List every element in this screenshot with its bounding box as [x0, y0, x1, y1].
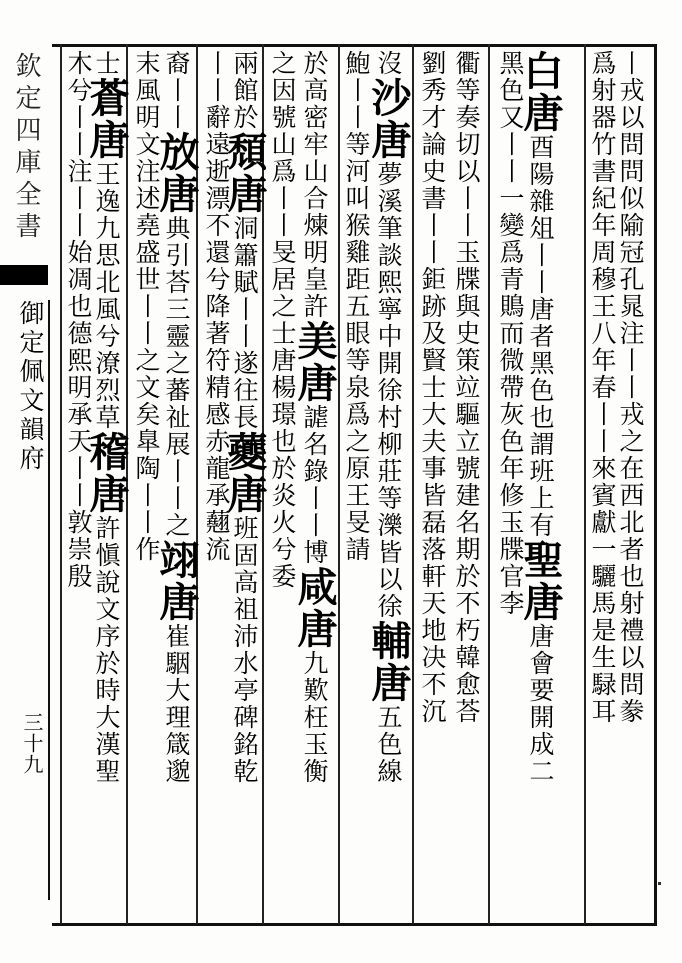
- entry-text: 明文注述堯盛世丨丨之文: [132, 104, 161, 401]
- entry-text: 裔丨丨: [162, 50, 191, 131]
- entry-text: 洞簫賦丨丨遂往長: [230, 215, 259, 431]
- entry-text: 丨戎以問問似隃冠孔晁注丨丨戎之在西北者也射禮以問豢: [616, 50, 645, 725]
- entry-text: 酉陽雜俎丨丨唐者黑色也謂班上有: [526, 134, 555, 539]
- entry-text: 班固高祖沛水亭碑銘乾: [230, 515, 259, 785]
- text-column-9: [291, 50, 338, 918]
- margin-fishtail-mark: [0, 265, 48, 285]
- entry-text: 於炎火兮委: [268, 455, 297, 590]
- entry-headword: 白唐: [517, 50, 564, 134]
- frame-top-border: [52, 44, 656, 47]
- entry-text: 兩館於: [230, 50, 259, 131]
- text-column-16: [60, 50, 96, 918]
- entry-text: 王逸九思北風兮潦烈草: [92, 161, 121, 431]
- entry-text: 黑色又丨丨一變爲青鵙而微帶灰色: [496, 50, 525, 455]
- entry-text: 沒: [374, 50, 403, 77]
- entry-headword: 稽唐: [83, 431, 130, 515]
- frame-bottom-border: [52, 923, 656, 926]
- entry-text: 丨丨: [202, 50, 231, 104]
- entry-text: 鮑丨丨等河叫猴雞距五眼等泉爲之原: [342, 50, 371, 482]
- text-column-7: [365, 50, 412, 918]
- entry-headword: 頹唐: [221, 131, 268, 215]
- entry-text: 崔駰大理箴邈: [162, 623, 191, 785]
- text-column-5: [448, 50, 484, 918]
- entry-text: 矣臯陶丨丨作: [132, 401, 161, 563]
- text-column-2: [584, 50, 620, 918]
- entry-headword: 虁唐: [221, 431, 268, 515]
- entry-text: 典引荅三靈之蕃祉展丨丨之: [162, 215, 191, 539]
- entry-text: 王旻請: [342, 482, 371, 563]
- text-column-10: [264, 50, 300, 918]
- entry-text: 辭遠逝漂不還兮: [202, 104, 231, 293]
- page-number: 三十九: [20, 712, 44, 775]
- text-column-6: [414, 50, 450, 918]
- text-column-12: [198, 50, 234, 918]
- entry-text: 謔名錄丨丨博: [300, 404, 329, 566]
- text-column-14: [128, 50, 164, 918]
- entry-text: 九歎枉玉衡: [300, 650, 329, 785]
- entry-text: 爲射器竹書紀年周穆王八年春丨丨來賓獻一驪馬是生騄耳: [588, 50, 617, 725]
- entry-headword: 沙唐: [365, 77, 412, 161]
- text-column-8: [338, 50, 374, 918]
- entry-text: 唐會要開成二: [526, 623, 555, 785]
- entry-headword: 蒼唐: [83, 77, 130, 161]
- text-column-4: [492, 50, 528, 918]
- entry-text: 士唐楊璟也: [268, 320, 297, 455]
- entry-text: 士: [92, 50, 121, 77]
- entry-text: 劉秀才論史書丨丨鉅跡及賢士大夫事皆磊落軒天地决不沉: [418, 50, 447, 725]
- entry-text: 木兮丨丨注丨丨始凋也: [64, 50, 93, 320]
- entry-headword: 放唐: [153, 131, 200, 215]
- margin-divider: [48, 300, 50, 900]
- book-title: 御定佩文韻府: [16, 300, 45, 474]
- ink-speck: [658, 882, 661, 885]
- entry-text: 許愼說文序於時大漢聖: [92, 515, 121, 785]
- entry-text: 德熙明承天丨丨敦崇殷: [64, 320, 93, 590]
- frame-right-border: [654, 44, 657, 926]
- entry-headword: 聖唐: [517, 539, 564, 623]
- entry-text: 降著符精感赤龍承𧄍流: [202, 293, 231, 563]
- entry-headword: 咸唐: [291, 566, 338, 650]
- entry-text: 之因號山爲丨丨旻居之: [268, 50, 297, 320]
- column-rule: [488, 44, 490, 924]
- entry-headword: 翊唐: [153, 539, 200, 623]
- margin-header: 欽定四庫全書: [11, 52, 41, 244]
- entry-text: 末風: [132, 50, 161, 104]
- entry-text: 於高密牢山合煉明皇許: [300, 50, 329, 320]
- entry-text: 衢等奏切以丨丨玉牒與史策竝驅立號建名期於不朽韓愈荅: [452, 50, 481, 725]
- entry-headword: 美唐: [291, 320, 338, 404]
- entry-headword: 輔唐: [365, 620, 412, 704]
- entry-text: 五色線: [374, 704, 403, 785]
- entry-text: 年修玉牒官李: [496, 455, 525, 617]
- entry-text: 夢溪筆談熙寧中開徐村柳莊等濼皆以徐: [374, 161, 403, 620]
